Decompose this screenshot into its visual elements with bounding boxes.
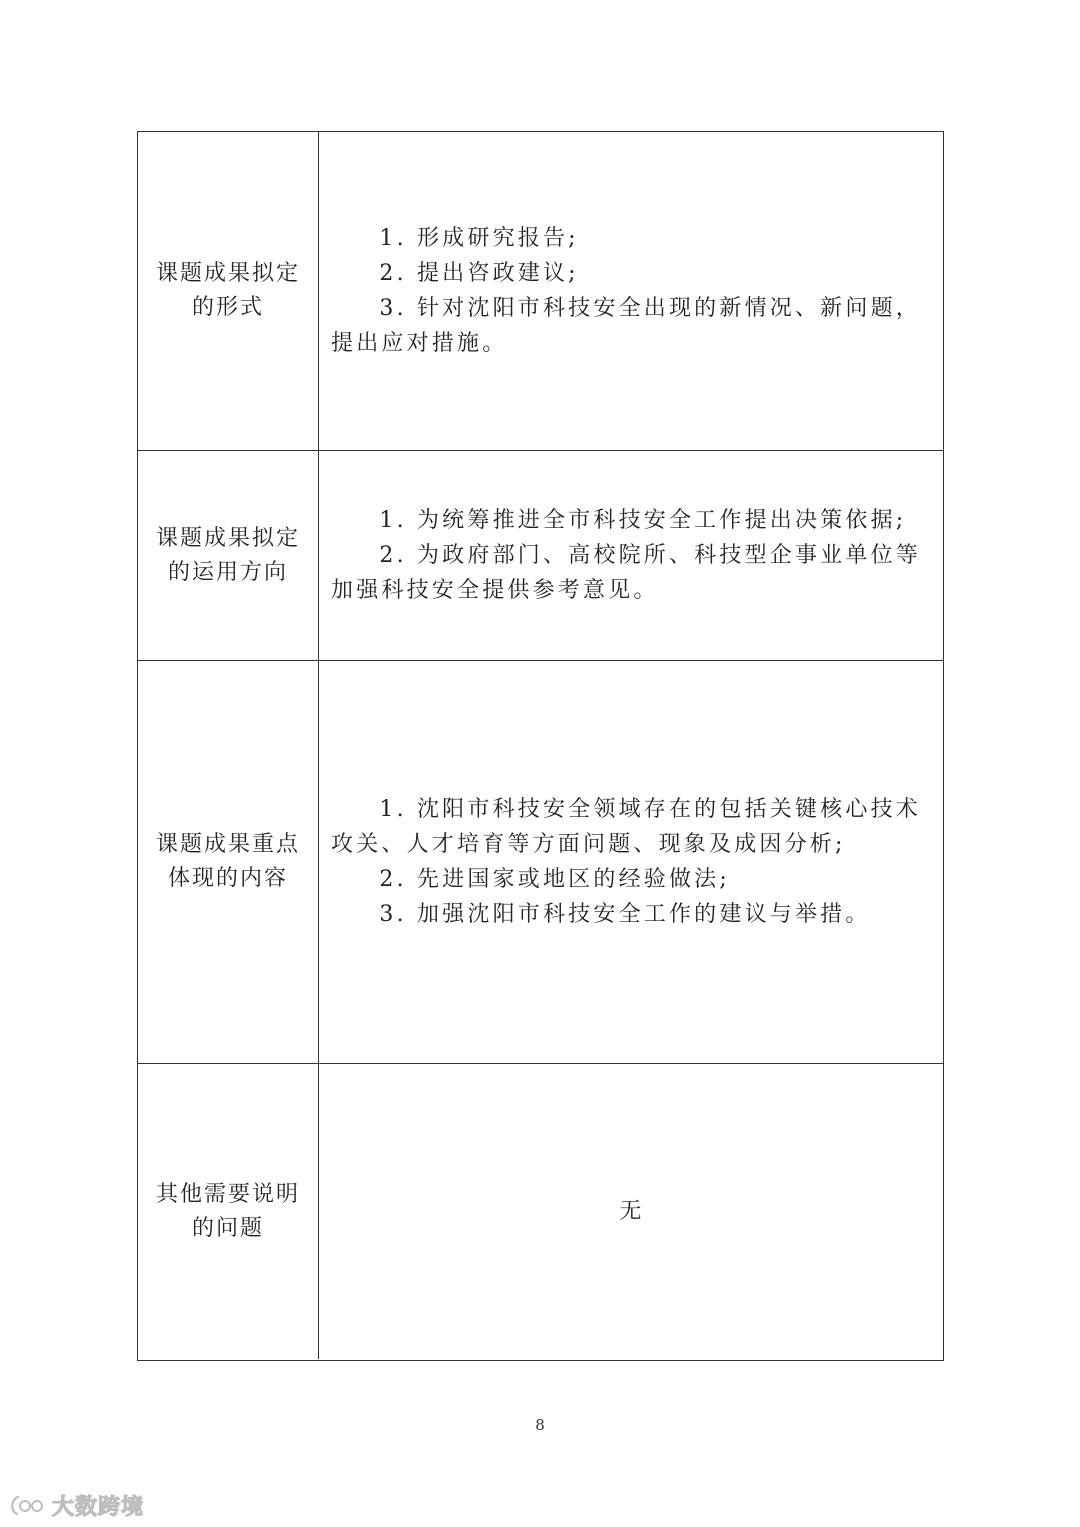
row-content-cell (319, 132, 943, 450)
content-item: 2. 提出咨政建议; (379, 261, 579, 286)
table-row-key-content (138, 661, 943, 1064)
row-label-cell (138, 451, 319, 660)
row-label: 课题成果拟定的形式 (155, 261, 300, 320)
content-item: 3. 针对沈阳市科技安全出现的新情况、新问题，提出应对措施。 (331, 296, 921, 356)
content-item: 1. 形成研究报告; (379, 226, 579, 251)
row-content-cell (319, 661, 943, 1063)
row-label: 课题成果拟定的运用方向 (155, 525, 300, 585)
row-label-cell (138, 132, 319, 450)
row-content-cell (319, 451, 943, 660)
row-content-cell (319, 1064, 943, 1359)
watermark-text: 大数跨境 (52, 1495, 145, 1520)
content-item: 2. 为政府部门、高校院所、科技型企事业单位等加强科技安全提供参考意见。 (331, 543, 921, 603)
watermark (8, 1490, 144, 1521)
watermark-logo-icon (8, 1494, 46, 1518)
row-label: 其他需要说明的问题 (155, 1181, 300, 1241)
table-row-application-direction (138, 451, 943, 661)
table-row-other-notes (138, 1064, 943, 1359)
form-table (137, 131, 944, 1361)
table-row-result-form (138, 132, 943, 451)
row-label-cell (138, 661, 319, 1063)
content-item: 无 (619, 1199, 645, 1224)
row-label-cell (138, 1064, 319, 1359)
content-item: 3. 加强沈阳市科技安全工作的建议与举措。 (379, 902, 871, 927)
page-number: 8 (535, 1416, 545, 1434)
content-item: 1. 为统筹推进全市科技安全工作提出决策依据; (379, 508, 907, 533)
content-item: 1. 沈阳市科技安全领域存在的包括关键核心技术攻关、人才培育等方面问题、现象及成因分析; (331, 797, 921, 857)
row-label: 课题成果重点体现的内容 (155, 832, 300, 891)
content-item: 2. 先进国家或地区的经验做法; (379, 867, 730, 892)
